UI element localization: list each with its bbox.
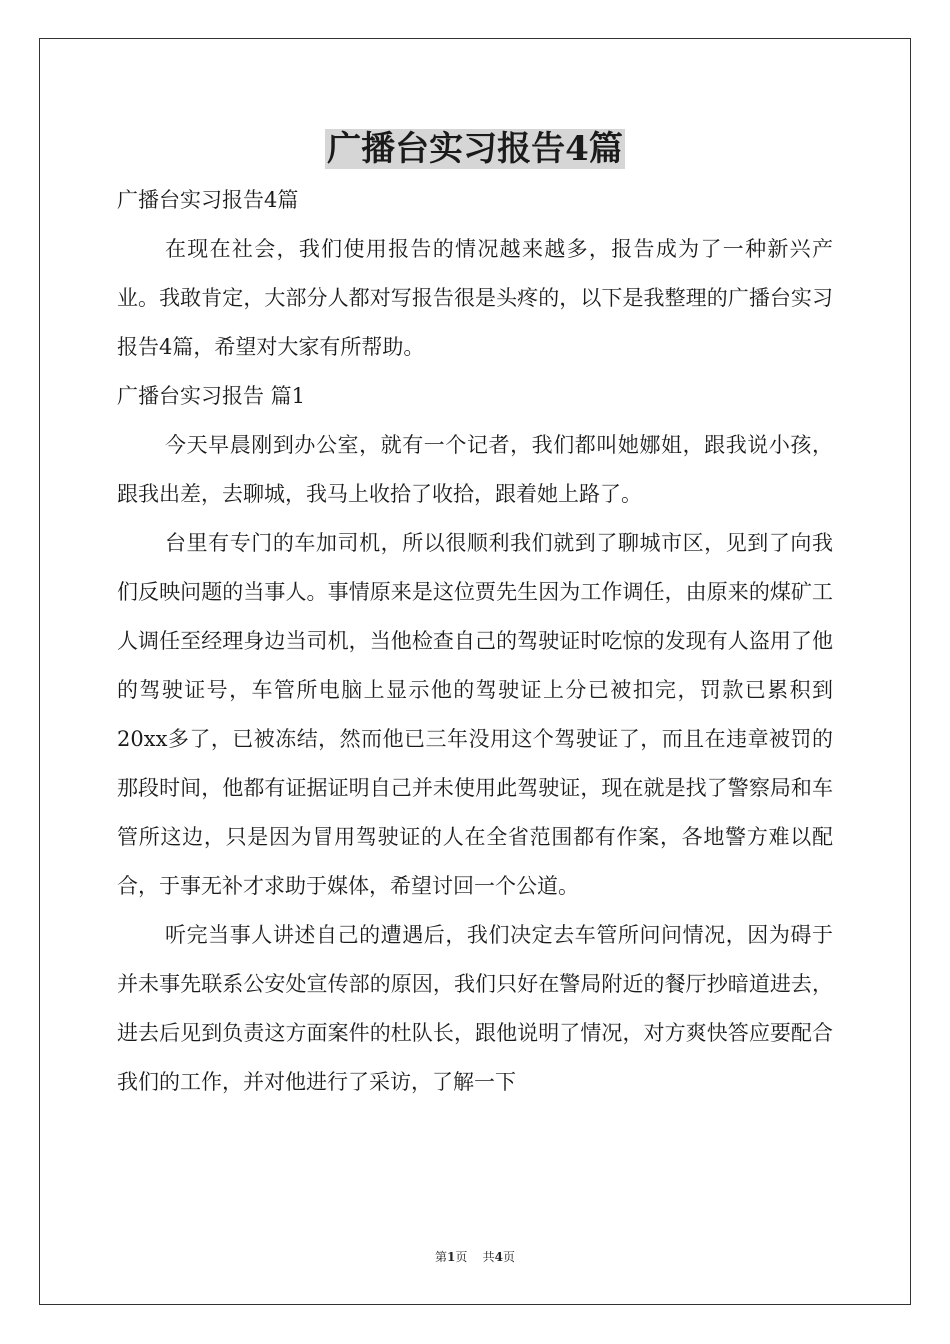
section-heading: 广播台实习报告 篇1 — [117, 384, 306, 408]
total-suffix: 页 — [503, 1250, 516, 1264]
total-pages: 4 — [494, 1250, 503, 1264]
page-suffix: 页 — [455, 1250, 468, 1264]
page-number: 1 — [446, 1250, 456, 1264]
page-prefix: 第 — [434, 1250, 447, 1264]
total-prefix: 共 — [482, 1250, 495, 1264]
document-title — [0, 124, 950, 174]
intro-paragraph: 在现在社会，我们使用报告的情况越来越多，报告成为了一种新兴产业。我敢肯定，大部分人都对写报告很是头疼的，以下是我整理的广播台实习报告4篇，希望对大家有所帮助。 — [117, 237, 833, 359]
document-body — [117, 176, 833, 1107]
body-paragraph-2: 台里有专门的车加司机，所以很顺利我们就到了聊城市区，见到了向我们反映问题的当事人。事情原来是这位贾先生因为工作调任，由原来的煤矿工人调任至经理身边当司机，当他检查自己的驾驶证时吃惊的发现有人盗用了他的驾驶证号，车管所电脑上显示他的驾驶证上分已被扣完，罚款已累积到20xx多了，已被冻结，然而他已三年没用这个驾驶证了，而且在违章被罚的那段时间，他都有证据证明自己并未使用此驾驶证，现在就是找了警察局和车管所这边，只是因为冒用驾驶证的人在全省范围都有作案，各地警方难以配合，于事无补才求助于媒体，希望讨回一个公道。 — [117, 531, 833, 898]
document-subtitle: 广播台实习报告4篇 — [117, 188, 299, 212]
body-paragraph-1: 今天早晨刚到办公室，就有一个记者，我们都叫她娜姐，跟我说小孩，跟我出差，去聊城，我马上收拾了收拾，跟着她上路了。 — [117, 433, 833, 506]
body-paragraph-3: 听完当事人讲述自己的遭遇后，我们决定去车管所问问情况，因为碍于并未事先联系公安处宣传部的原因，我们只好在警局附近的餐厅抄暗道进去，进去后见到负责这方面案件的杜队长，跟他说明了情况，对方爽快答应要配合我们的工作，并对他进行了采访，了解一下 — [117, 923, 833, 1094]
document-title-text: 广播台实习报告4篇 — [327, 129, 623, 169]
page-footer — [0, 1248, 950, 1265]
